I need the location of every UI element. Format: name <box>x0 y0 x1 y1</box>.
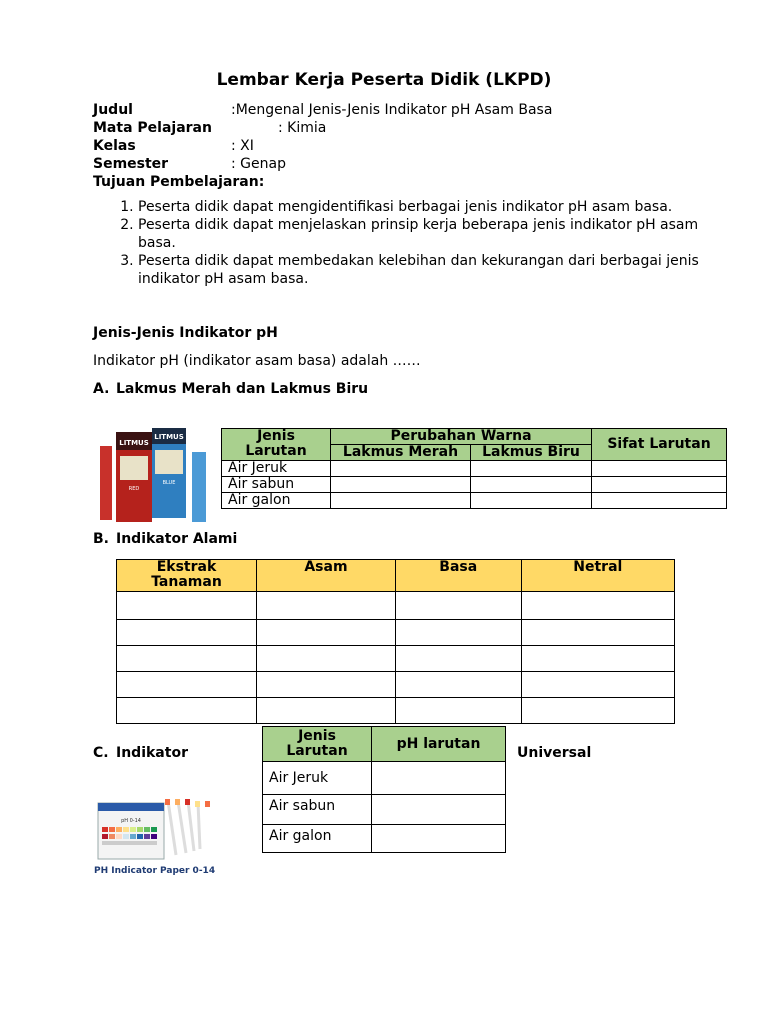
table-cell[interactable] <box>395 672 521 698</box>
section-b-letter: B. <box>93 531 109 547</box>
section-a-letter: A. <box>93 381 110 397</box>
meta-value: : Genap <box>231 156 286 172</box>
litmus-table <box>221 428 727 509</box>
table-cell[interactable] <box>372 795 506 825</box>
universal-indicator-table <box>262 726 506 853</box>
table-cell[interactable] <box>395 620 521 646</box>
col-sifat-larutan: Sifat Larutan <box>592 429 727 461</box>
col-jenis-larutan: Jenis Larutan <box>263 727 372 762</box>
table-cell[interactable] <box>521 592 674 620</box>
blue-label: BLUE <box>162 480 176 486</box>
table-cell[interactable] <box>395 592 521 620</box>
row-label: Air sabun <box>263 795 372 825</box>
meta-label: Semester <box>93 156 169 172</box>
section-heading: Jenis-Jenis Indikator pH <box>93 325 278 341</box>
table-cell[interactable] <box>521 646 674 672</box>
table-cell[interactable] <box>331 493 471 509</box>
table-cell[interactable] <box>471 477 592 493</box>
goals-list <box>93 198 728 288</box>
table-cell[interactable] <box>117 672 257 698</box>
col-perubahan-warna: Perubahan Warna <box>331 429 592 445</box>
meta-label: Judul <box>93 102 133 118</box>
table-cell[interactable] <box>117 592 257 620</box>
litmus-paper-image <box>96 424 212 526</box>
row-label: Air galon <box>263 825 372 853</box>
table-cell[interactable] <box>521 620 674 646</box>
table-cell[interactable] <box>257 592 396 620</box>
table-cell[interactable] <box>592 493 727 509</box>
col-basa: Basa <box>395 560 521 592</box>
table-cell[interactable] <box>257 646 396 672</box>
table-cell[interactable] <box>117 698 257 724</box>
goal-item: 3. Peserta didik dapat membedakan kelebihan dan kekurangan dari berbagai jenis indikator pH asam basa. <box>138 252 728 288</box>
section-c-title-right: Universal <box>517 745 592 761</box>
meta-label: Mata Pelajaran <box>93 120 212 136</box>
table-cell[interactable] <box>331 477 471 493</box>
goal-item: 2. Peserta didik dapat menjelaskan prinsip kerja beberapa jenis indikator pH asam basa. <box>138 216 728 252</box>
table-cell[interactable] <box>592 477 727 493</box>
ph-indicator-paper-image <box>96 795 216 861</box>
table-cell[interactable] <box>117 646 257 672</box>
row-label: Air sabun <box>222 477 331 493</box>
goals-heading: Tujuan Pembelajaran: <box>93 174 265 190</box>
col-lakmus-merah: Lakmus Merah <box>331 445 471 461</box>
table-cell[interactable] <box>592 461 727 477</box>
table-cell[interactable] <box>521 672 674 698</box>
table-cell[interactable] <box>117 620 257 646</box>
goal-item: 1. Peserta didik dapat mengidentifikasi berbagai jenis indikator pH asam basa. <box>138 198 728 216</box>
meta-value: : XI <box>231 138 254 154</box>
table-cell[interactable] <box>257 698 396 724</box>
table-cell[interactable] <box>331 461 471 477</box>
section-c-letter: C. <box>93 745 109 761</box>
litmus-label-blue-box: LITMUS <box>154 433 184 441</box>
table-cell[interactable] <box>372 762 506 795</box>
box-label: pH 0-14 <box>121 818 141 824</box>
col-netral: Netral <box>521 560 674 592</box>
table-cell[interactable] <box>395 698 521 724</box>
row-label: Air Jeruk <box>263 762 372 795</box>
definition-text: Indikator pH (indikator asam basa) adalah …… <box>93 353 421 369</box>
meta-semester <box>93 155 286 173</box>
red-label: RED <box>128 486 140 492</box>
natural-indicator-table <box>116 559 675 724</box>
page-title: Lembar Kerja Peserta Didik (LKPD) <box>216 70 552 90</box>
col-ekstrak-tanaman: Ekstrak Tanaman <box>117 560 257 592</box>
table-cell[interactable] <box>395 646 521 672</box>
col-ph-larutan: pH larutan <box>372 727 506 762</box>
table-cell[interactable] <box>257 620 396 646</box>
meta-value: : Kimia <box>278 120 327 136</box>
litmus-label-red-box: LITMUS <box>119 439 149 447</box>
table-cell[interactable] <box>257 672 396 698</box>
ph-image-caption: PH Indicator Paper 0-14 <box>94 866 216 876</box>
meta-value: :Mengenal Jenis-Jenis Indikator pH Asam Basa <box>231 102 553 118</box>
col-jenis-larutan: Jenis Larutan <box>222 429 331 461</box>
meta-judul <box>93 101 553 119</box>
table-cell[interactable] <box>521 698 674 724</box>
row-label: Air Jeruk <box>222 461 331 477</box>
table-cell[interactable] <box>372 825 506 853</box>
meta-kelas <box>93 137 254 155</box>
section-b-title: Indikator Alami <box>116 531 238 547</box>
table-cell[interactable] <box>471 493 592 509</box>
meta-label: Kelas <box>93 138 136 154</box>
col-asam: Asam <box>257 560 396 592</box>
meta-mapel <box>93 119 327 137</box>
section-a-title: Lakmus Merah dan Lakmus Biru <box>116 381 369 397</box>
col-lakmus-biru: Lakmus Biru <box>471 445 592 461</box>
table-cell[interactable] <box>471 461 592 477</box>
section-c-title-left: Indikator <box>116 745 188 761</box>
row-label: Air galon <box>222 493 331 509</box>
